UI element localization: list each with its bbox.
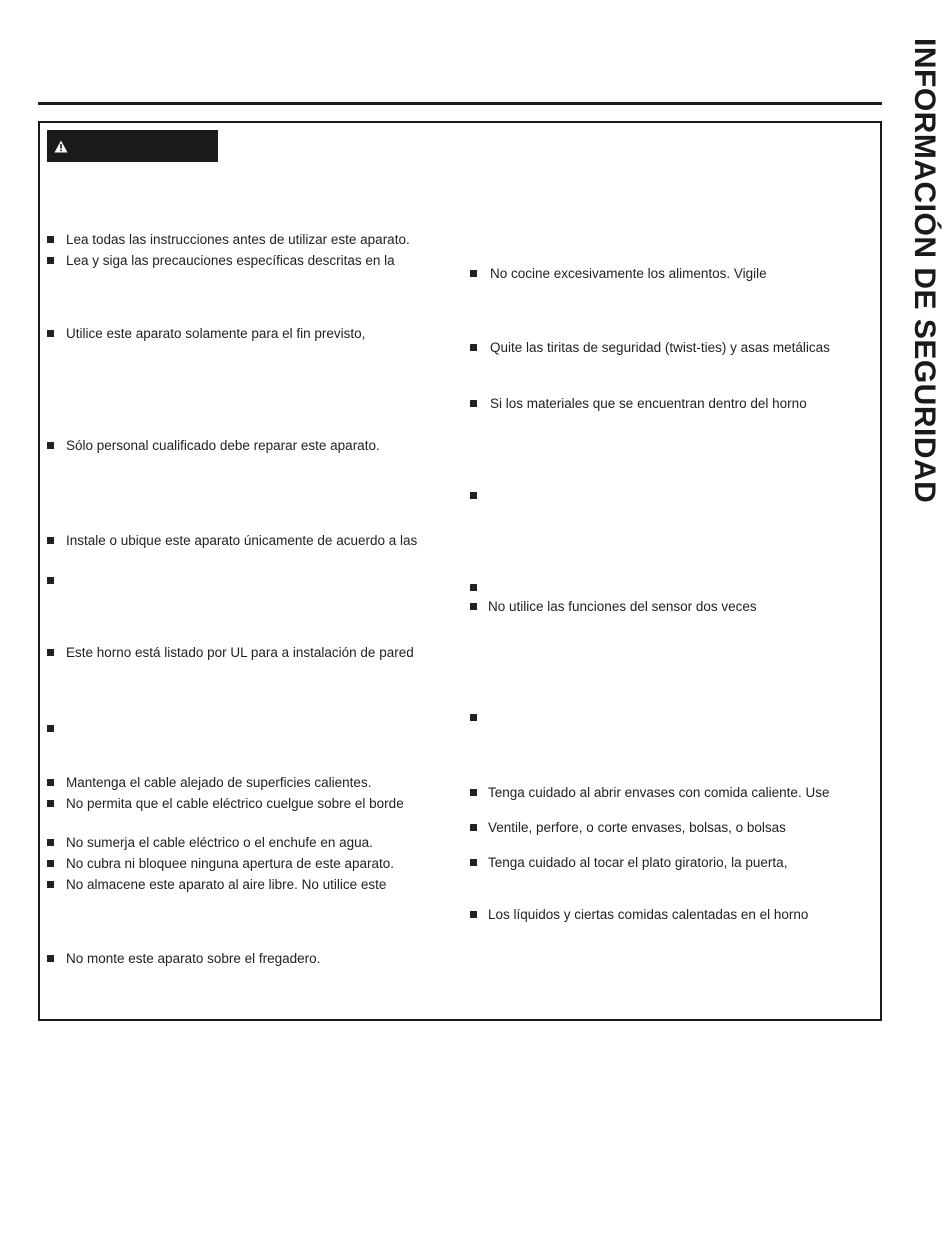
list-item: [470, 340, 830, 356]
list-item: [47, 835, 373, 851]
item-text: No monte este aparato sobre el fregadero.: [66, 951, 321, 966]
square-bullet-icon: [470, 584, 477, 591]
list-item: [470, 396, 807, 412]
list-item: [47, 326, 365, 342]
square-bullet-icon: [47, 860, 54, 867]
square-bullet-icon: [470, 714, 477, 721]
warning-triangle-icon: [54, 140, 68, 153]
square-bullet-icon: [470, 824, 477, 831]
item-text: No utilice las funciones del sensor dos veces: [488, 599, 757, 614]
list-item: [47, 533, 417, 549]
square-bullet-icon: [47, 537, 54, 544]
list-item: [470, 710, 490, 726]
square-bullet-icon: [47, 800, 54, 807]
square-bullet-icon: [470, 492, 477, 499]
square-bullet-icon: [470, 270, 477, 277]
list-item: [47, 573, 66, 589]
square-bullet-icon: [47, 779, 54, 786]
header-rule: [38, 102, 882, 105]
item-text: Tenga cuidado al abrir envases con comida caliente. Use: [488, 785, 830, 800]
list-item: [47, 877, 386, 893]
list-item: [47, 438, 380, 454]
list-item: [47, 796, 404, 812]
item-text: No almacene este aparato al aire libre. No utilice este: [66, 877, 387, 892]
list-item: [470, 580, 490, 596]
list-item: [470, 488, 490, 504]
item-text: No permita que el cable eléctrico cuelgue sobre el borde: [66, 796, 404, 811]
square-bullet-icon: [470, 911, 477, 918]
item-text: Lea y siga las precauciones específicas descritas en la: [66, 253, 395, 268]
list-item: [47, 645, 414, 661]
list-item: [470, 266, 767, 282]
square-bullet-icon: [470, 400, 477, 407]
list-item: [470, 599, 757, 615]
square-bullet-icon: [47, 442, 54, 449]
square-bullet-icon: [47, 236, 54, 243]
square-bullet-icon: [470, 603, 477, 610]
list-item: [47, 775, 371, 791]
side-section-title: INFORMACIÓN DE SEGURIDAD: [908, 38, 941, 504]
square-bullet-icon: [47, 955, 54, 962]
list-item: [47, 951, 320, 967]
item-text: Instale o ubique este aparato únicamente de acuerdo a las: [66, 533, 418, 548]
list-item: [47, 856, 394, 872]
item-text: Sólo personal cualificado debe reparar este aparato.: [66, 438, 380, 453]
item-text: No sumerja el cable eléctrico o el enchufe en agua.: [66, 835, 373, 850]
list-item: [470, 820, 786, 836]
square-bullet-icon: [47, 649, 54, 656]
square-bullet-icon: [47, 577, 54, 584]
item-text: Si los materiales que se encuentran dentro del horno: [490, 396, 807, 411]
square-bullet-icon: [47, 330, 54, 337]
list-item: [470, 785, 829, 801]
square-bullet-icon: [470, 859, 477, 866]
square-bullet-icon: [470, 344, 477, 351]
item-text: No cocine excesivamente los alimentos. Vigile: [490, 266, 767, 281]
list-item: [47, 232, 410, 248]
item-text: Este horno está listado por UL para a instalación de pared: [66, 645, 414, 660]
square-bullet-icon: [470, 789, 477, 796]
item-text: Tenga cuidado al tocar el plato giratorio, la puerta,: [488, 855, 788, 870]
item-text: Quite las tiritas de seguridad (twist-ties) y asas metálicas: [490, 340, 830, 355]
square-bullet-icon: [47, 257, 54, 264]
square-bullet-icon: [47, 839, 54, 846]
item-text: Ventile, perfore, o corte envases, bolsas, o bolsas: [488, 820, 786, 835]
square-bullet-icon: [47, 725, 54, 732]
warning-banner: [47, 130, 218, 162]
list-item: [470, 907, 808, 923]
item-text: Los líquidos y ciertas comidas calentadas en el horno: [488, 907, 809, 922]
item-text: Utilice este aparato solamente para el fin previsto,: [66, 326, 366, 341]
item-text: Lea todas las instrucciones antes de utilizar este aparato.: [66, 232, 410, 247]
item-text: No cubra ni bloquee ninguna apertura de este aparato.: [66, 856, 394, 871]
square-bullet-icon: [47, 881, 54, 888]
list-item: [470, 855, 787, 871]
list-item: [47, 721, 66, 737]
list-item: [47, 253, 395, 269]
item-text: Mantenga el cable alejado de superficies calientes.: [66, 775, 372, 790]
